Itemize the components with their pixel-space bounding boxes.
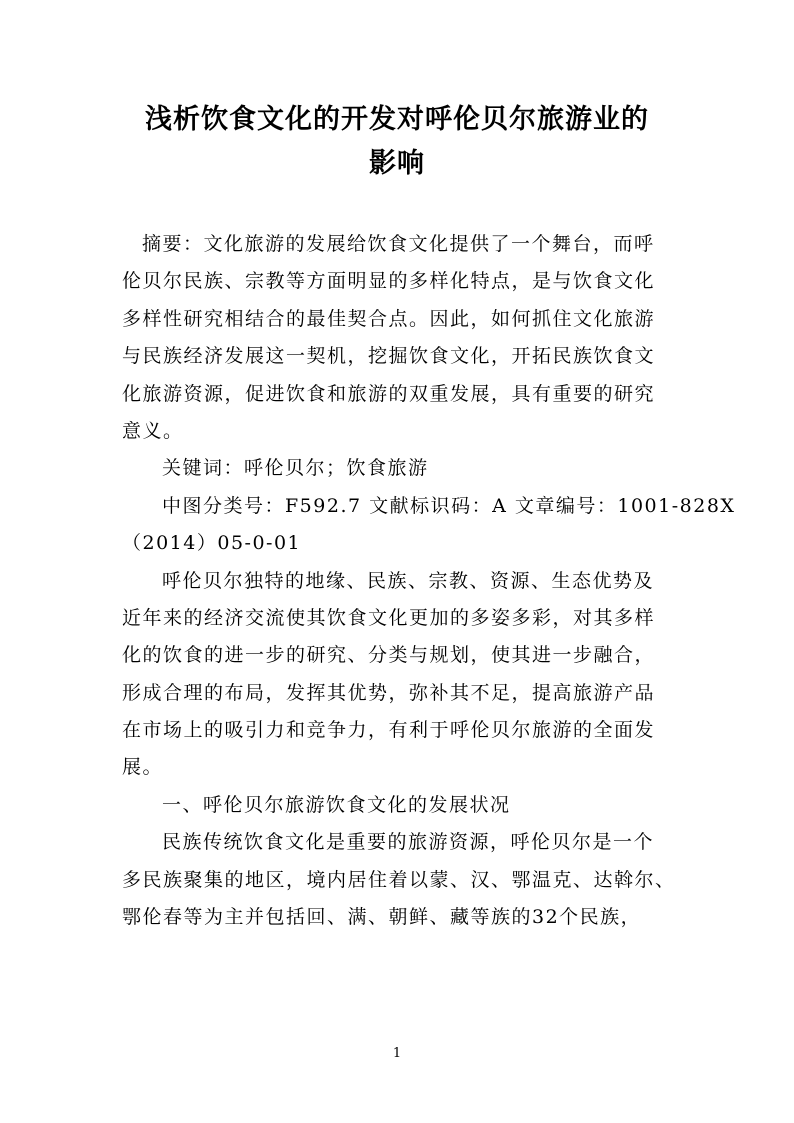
intro-line: 化的饮食的进一步的研究、分类与规划，使其进一步融合，	[122, 644, 656, 667]
section-line: 民族传统饮食文化是重要的旅游资源，呼伦贝尔是一个	[162, 831, 655, 854]
document-title	[100, 98, 694, 186]
section-paragraph	[122, 824, 674, 936]
section-line: 多民族聚集的地区，境内居住着以蒙、汉、鄂温克、达斡尔、	[122, 868, 676, 891]
intro-line: 近年来的经济交流使其饮食文化更加的多姿多彩，对其多样	[122, 606, 656, 629]
intro-line: 在市场上的吸引力和竞争力，有利于呼伦贝尔旅游的全面发	[122, 719, 656, 742]
section-line: 鄂伦春等为主并包括回、满、朝鲜、藏等族的32个民族，	[122, 906, 642, 929]
abstract-line: 伦贝尔民族、宗教等方面明显的多样化特点，是与饮食文化	[122, 270, 656, 293]
intro-line: 形成合理的布局，发挥其优势，弥补其不足，提高旅游产品	[122, 681, 656, 704]
classification-line: 中图分类号：F592.7 文献标识码：A 文章编号：1001-828X	[162, 494, 736, 517]
section-heading: 一、呼伦贝尔旅游饮食文化的发展状况	[162, 793, 511, 816]
abstract-line: 摘要：文化旅游的发展给饮食文化提供了一个舞台，而呼	[142, 233, 655, 255]
abstract-line: 意义。	[122, 419, 184, 442]
abstract-line: 多样性研究相结合的最佳契合点。因此，如何抓住文化旅游	[122, 307, 656, 330]
abstract-paragraph	[122, 226, 674, 450]
intro-line: 展。	[122, 756, 164, 779]
title-line: 影响	[369, 148, 425, 179]
document-body	[122, 226, 736, 936]
abstract-line: 与民族经济发展这一契机，挖掘饮食文化，开拓民族饮食文	[122, 345, 656, 368]
classification-line: （2014）05-0-01	[122, 532, 302, 555]
page-number: 1	[392, 1046, 402, 1061]
intro-line: 呼伦贝尔独特的地缘、民族、宗教、资源、生态优势及	[162, 569, 655, 592]
classification-paragraph	[122, 488, 736, 563]
title-line: 浅析饮食文化的开发对呼伦贝尔旅游业的	[145, 104, 649, 135]
abstract-line: 化旅游资源，促进饮食和旅游的双重发展，具有重要的研究	[122, 382, 656, 405]
keywords-line: 关键词：呼伦贝尔；饮食旅游	[162, 457, 429, 480]
intro-paragraph	[122, 563, 674, 787]
